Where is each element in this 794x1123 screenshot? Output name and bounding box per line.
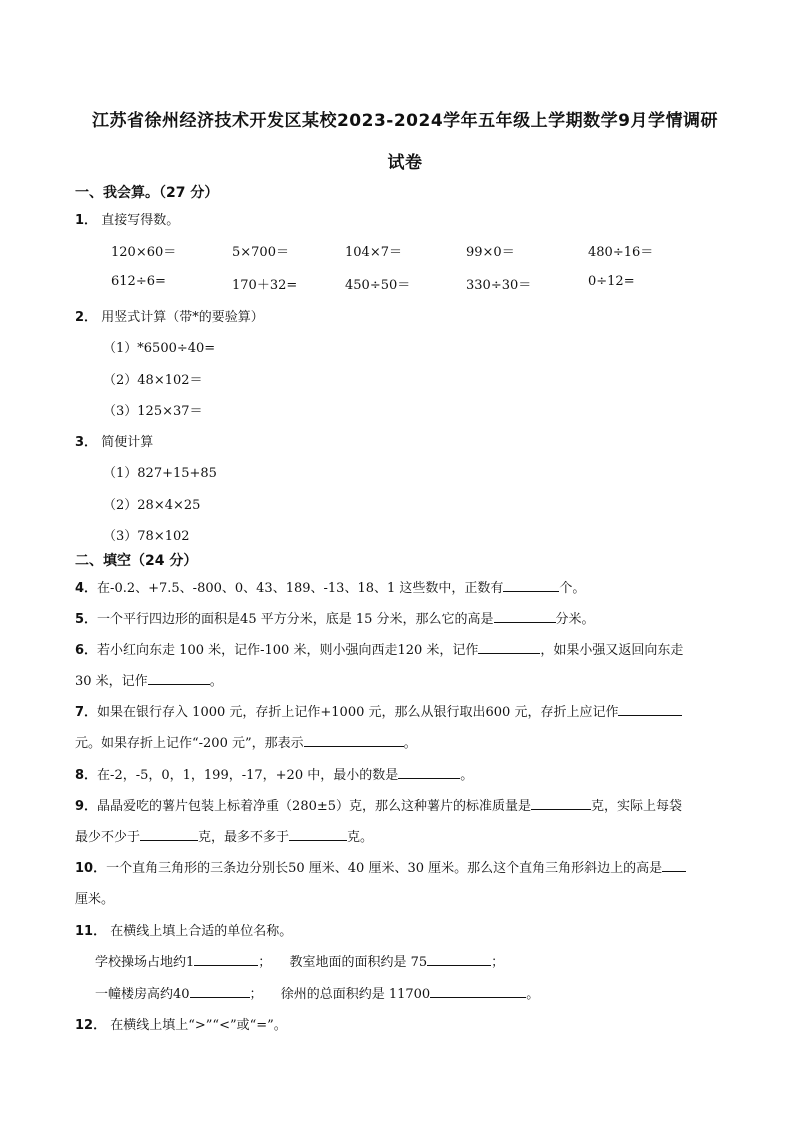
question-11-line-2: [95, 983, 539, 1002]
question-number: 2．: [75, 310, 98, 325]
question-number: 4．: [75, 581, 98, 596]
question-text: ；: [249, 987, 263, 1002]
question-text: 用竖式计算（带*的要验算）: [101, 310, 264, 325]
question-text: 一个直角三角形的三条边分别长50 厘米、40 厘米、30 厘米。那么这个直角三角形斜边上的高是: [106, 861, 663, 876]
answer-blank[interactable]: [398, 766, 460, 779]
question-11: [75, 920, 292, 939]
question-number: 10．: [75, 861, 107, 876]
subquestion: （2）48×102＝: [103, 373, 203, 388]
question-text: ；: [258, 955, 272, 970]
question-4: [75, 577, 585, 596]
question-text: 。: [209, 674, 223, 689]
question-11-line-1: [95, 951, 504, 970]
question-9-cont: [75, 826, 373, 845]
question-number: 7．: [75, 705, 98, 720]
answer-blank[interactable]: [427, 953, 491, 966]
calc-item: 99×0＝: [466, 245, 515, 260]
question-text: 克，实际上每袋: [591, 799, 683, 814]
question-text: 简便计算: [101, 435, 154, 450]
question-10-cont: [75, 888, 114, 907]
question-12: [75, 1014, 287, 1033]
answer-blank[interactable]: [531, 797, 591, 810]
calc-item: 450÷50＝: [345, 278, 411, 293]
exam-title-continued: 试卷: [387, 153, 423, 173]
question-text: 元。如果存折上记作“-200 元”，那表示: [75, 736, 304, 751]
question-3: [75, 431, 153, 450]
answer-blank[interactable]: [662, 859, 686, 872]
question-number: 3．: [75, 435, 98, 450]
question-8: [75, 764, 473, 783]
answer-blank[interactable]: [304, 734, 404, 747]
question-7: [75, 701, 682, 720]
question-text: 克，最多不多于: [198, 830, 290, 845]
question-text: 克。: [347, 830, 374, 845]
answer-blank[interactable]: [190, 985, 250, 998]
question-1: [75, 209, 179, 228]
section-1-heading: 一、我会算。（27 分）: [75, 185, 219, 201]
question-text: 如果在银行存入 1000 元，存折上记作+1000 元，那么从银行取出600 元，存折上应记作: [97, 705, 619, 720]
exam-title: 江苏省徐州经济技术开发区某校2023-2024学年五年级上学期数学9月学情调研: [91, 111, 718, 131]
question-text: 厘米。: [75, 892, 115, 907]
question-text: 徐州的总面积约是 11700: [280, 987, 431, 1002]
question-text: 。: [460, 768, 474, 783]
question-number: 5．: [75, 612, 98, 627]
question-6-cont: [75, 670, 223, 689]
calc-item: 170＋32=: [232, 278, 298, 293]
question-text: 30 米，记作: [75, 674, 148, 689]
answer-blank[interactable]: [503, 579, 559, 592]
answer-blank[interactable]: [430, 985, 526, 998]
answer-blank[interactable]: [618, 703, 682, 716]
question-text: 最少不少于: [75, 830, 141, 845]
question-number: 8．: [75, 768, 98, 783]
question-text: 。: [526, 987, 540, 1002]
calc-item: 612÷6=: [111, 274, 166, 289]
question-text: 教室地面的面积约是 75: [289, 955, 428, 970]
question-6: [75, 639, 683, 658]
question-text: 在-2，-5，0，1，199，-17，+20 中，最小的数是: [97, 768, 399, 783]
question-text: ；: [491, 955, 505, 970]
answer-blank[interactable]: [148, 672, 210, 685]
question-text: 分米。: [555, 612, 595, 627]
question-text: 晶晶爱吃的薯片包装上标着净重（280±5）克，那么这种薯片的标准质量是: [97, 799, 532, 814]
question-text: 一幢楼房高约40: [95, 987, 190, 1002]
section-2-heading: 二、填空（24 分）: [75, 553, 198, 569]
subquestion: （1）827+15+85: [103, 466, 217, 481]
question-2: [75, 306, 264, 325]
subquestion: （2）28×4×25: [103, 498, 201, 513]
question-text: 。: [403, 736, 417, 751]
question-text: ，如果小强又返回向东走: [540, 643, 684, 658]
calc-item: 330÷30＝: [466, 278, 532, 293]
answer-blank[interactable]: [478, 641, 540, 654]
question-9: [75, 795, 682, 814]
question-number: 12．: [75, 1018, 107, 1033]
answer-blank[interactable]: [140, 828, 198, 841]
question-5: [75, 608, 595, 627]
answer-blank[interactable]: [289, 828, 347, 841]
calc-item: 480÷16＝: [588, 245, 654, 260]
subquestion: （1）*6500÷40=: [103, 341, 216, 356]
answer-blank[interactable]: [494, 610, 556, 623]
answer-blank[interactable]: [194, 953, 258, 966]
question-10: [75, 857, 686, 876]
question-text: 在-0.2、+7.5、-800、0、43、189、-13、18、1 这些数中，正数有: [97, 581, 504, 596]
calc-item: 104×7＝: [345, 245, 402, 260]
question-text: 在横线上填上“>”“<”或“=”。: [110, 1018, 287, 1033]
question-number: 6．: [75, 643, 98, 658]
question-text: 个。: [559, 581, 586, 596]
subquestion: （3）78×102: [103, 529, 190, 544]
question-text: 一个平行四边形的面积是45 平方分米，底是 15 分米，那么它的高是: [97, 612, 494, 627]
question-number: 9．: [75, 799, 98, 814]
question-text: 直接写得数。: [101, 213, 180, 228]
question-text: 若小红向东走 100 米，记作-100 米，则小强向西走120 米，记作: [97, 643, 479, 658]
subquestion: （3）125×37＝: [103, 404, 203, 419]
calc-item: 120×60＝: [111, 245, 177, 260]
question-7-cont: [75, 732, 417, 751]
calc-item: 0÷12=: [588, 274, 635, 289]
question-text: 学校操场占地约1: [95, 955, 195, 970]
question-number: 1．: [75, 213, 98, 228]
question-text: 在横线上填上合适的单位名称。: [110, 924, 293, 939]
question-number: 11．: [75, 924, 107, 939]
calc-item: 5×700＝: [232, 245, 289, 260]
